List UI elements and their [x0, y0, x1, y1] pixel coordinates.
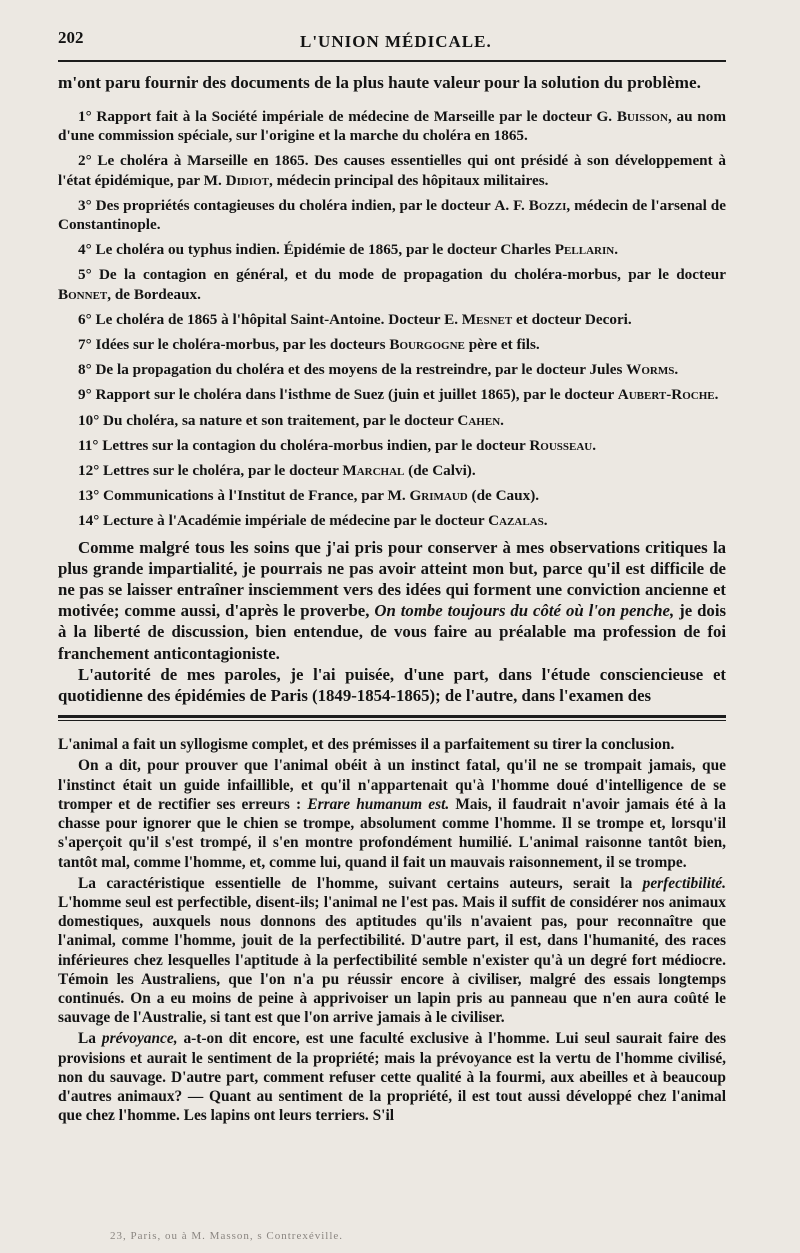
list-item: [58, 411, 726, 430]
para-text: a-t-on dit encore, est une faculté exclusive à l'homme. Lui seul saurait faire des provisions et aurait le sentiment de la propriété; mais la prévoyance est la vertu de l'homme civilisé, non du sauvage. D'autre part, comment refuser cette qualité à la fourmi, aux abeilles et à beaucoup d'autres animaux? — Quant au sentiment de la propriété, il est tout aussi développé chez l'animal que chez l'homme. Les lapins ont leurs terriers. S'il: [58, 1030, 726, 1125]
profession-paragraph: [58, 537, 726, 664]
list-item: [58, 511, 726, 530]
list-item-text: .: [714, 386, 719, 404]
list-item-text: 7° Idées sur le choléra-morbus, par les docteurs: [78, 336, 390, 354]
list-item-text: et docteur Decori.: [512, 310, 632, 328]
list-item-text: .: [543, 512, 548, 530]
list-item-author: Worms: [626, 361, 675, 379]
term-italic: perfectibilité.: [642, 874, 726, 892]
list-item-text: 13° Communications à l'Institut de France, par M.: [78, 487, 410, 505]
feuilleton: [58, 735, 726, 1125]
list-item-text: , de Bordeaux.: [107, 285, 201, 303]
list-item-text: 9° Rapport sur le choléra dans l'isthme de Suez (juin et juillet 1865), par le docteur: [78, 386, 618, 404]
feuilleton-paragraph: [58, 1029, 726, 1125]
proverb-italic: On tombe toujours du côté où l'on penche,: [374, 601, 675, 621]
list-item: [58, 461, 726, 480]
list-item-text: 14° Lecture à l'Académie impériale de médecine par le docteur: [78, 512, 489, 530]
list-item: [58, 360, 726, 379]
list-item-author: Cazalas: [488, 512, 544, 530]
header-rule: [58, 60, 726, 62]
list-item-author: Mesnet: [461, 310, 513, 328]
authority-paragraph: L'autorité de mes paroles, je l'ai puisée, d'une part, dans l'étude consciencieuse et quotidienne des épidémies de Paris (1849-1854-1865); de l'autre, dans l'examen des: [58, 664, 726, 706]
feuilleton-paragraph: [58, 756, 726, 871]
list-item-text: père et fils.: [464, 336, 540, 354]
list-item-text: , au nom d'une commission spéciale, sur l'origine et la marche du choléra en 1865.: [58, 108, 726, 145]
list-item-text: 2° Le choléra à Marseille en 1865. Des causes essentielles qui ont présidé à son développement à l'état épidémique, par M.: [58, 152, 726, 189]
document-list: [58, 107, 726, 531]
list-item-text: , médecin de l'arsenal de Constantinople.: [58, 196, 726, 234]
list-item: [58, 436, 726, 455]
list-item-text: (de Caux).: [467, 487, 540, 505]
list-item-text: .: [500, 411, 504, 429]
list-item-text: 10° Du choléra, sa nature et son traitement, par le docteur: [78, 411, 458, 429]
list-item: [58, 196, 726, 234]
list-item: [58, 486, 726, 505]
latin-italic: Errare humanum est.: [307, 795, 450, 813]
feuilleton-paragraph: [58, 874, 726, 1028]
list-item: [58, 151, 726, 189]
list-item-author: Rousseau: [529, 436, 593, 454]
para-text: Comme malgré tous les soins que j'ai pris pour conserver à mes observations critiques la plus grande impartialité, je pourrais ne pas avoir atteint mon but, parce qu'il est difficile de ne pas se laisser entraîner insciemment vers des idées qui forment une conviction ancienne et motivée; comme aussi, d'après le proverbe,: [58, 537, 726, 621]
footer-bleed-text: 23, Paris, ou à M. Masson, s Contrexéville.: [110, 1230, 344, 1242]
list-item: [58, 385, 726, 404]
term-italic: prévoyance,: [101, 1030, 178, 1048]
list-item-author: Pellarin: [554, 241, 615, 259]
feuilleton-divider: [58, 715, 726, 721]
list-item: [58, 240, 726, 259]
feuilleton-paragraph: L'animal a fait un syllogisme complet, et des prémisses il a parfaitement su tirer la conclusion.: [58, 736, 675, 754]
list-item-author: A. F. Bozzi: [494, 196, 567, 214]
list-item-text: .: [614, 241, 618, 259]
list-item-text: , médecin principal des hôpitaux militaires.: [269, 171, 549, 189]
list-item-author: Cahen: [457, 411, 501, 429]
para-text: L'homme seul est perfectible, disent-ils; l'animal ne l'est pas. Mais il suffit de considérer nos animaux domestiques, auxquels nous donnons des aptitudes qu'ils n'avaient pas, pour reconnaître que l'animal, comme l'homme, jouit de la perfectibilité. D'autre part, il est, dans l'humanité, des races inférieures chez lesquelles l'aptitude à la perfectibilité semble n'exister qu'à un degré fort médiocre. Témoin les Australiens, que l'on n'a pu réussir encore à civiliser, malgré des essais longtemps continués. On a eu moins de peine à apprivoiser un lapin pris au panneau que n'en aura coûté le sauvage de l'Australie, si tant est que l'on arrive jamais à le civiliser.: [58, 893, 726, 1027]
lead-paragraph: m'ont paru fournir des documents de la plus haute valeur pour la solution du problème.: [58, 73, 701, 92]
list-item-author: Didiot: [225, 171, 269, 189]
list-item-text: 12° Lettres sur le choléra, par le docteur: [78, 462, 343, 480]
list-item-author: Grimaud: [409, 487, 468, 505]
list-item-text: (de Calvi).: [404, 462, 476, 480]
list-item-author: Bonnet: [58, 285, 108, 303]
list-item-text: 11° Lettres sur la contagion du choléra-morbus indien, par le docteur: [78, 436, 530, 454]
list-item-text: 1° Rapport fait à la Société impériale de médecine de Marseille par le docteur: [78, 108, 597, 125]
para-text: La: [78, 1030, 102, 1048]
para-text: La caractéristique essentielle de l'homme, suivant certains auteurs, serait la: [78, 874, 643, 892]
list-item-text: 5° De la contagion en général, et du mode de propagation du choléra-morbus, par le docteur: [78, 266, 726, 284]
para-text: Mais, il faudrait n'avoir jamais été à la chasse pour ignorer que le chien se trompe, absolument comme l'homme. Il se trompe et, lorsqu'il s'aperçoit qu'il s'est trompé, il s'en montre profondément humilié. L'animal raisonne tantôt bien, tantôt mal, comme l'homme, et, comme lui, quand il fait un mauvais raisonnement, il se trompe.: [58, 795, 727, 871]
page-number: 202: [58, 28, 84, 47]
list-item-author: G. Buisson: [596, 108, 668, 125]
list-item-text: 3° Des propriétés contagieuses du choléra indien, par le docteur: [78, 196, 495, 214]
list-item-text: .: [592, 436, 597, 454]
list-item: [58, 335, 726, 354]
list-item: [58, 107, 726, 145]
list-item: [58, 265, 726, 303]
list-item: [58, 310, 726, 329]
para-text: On a dit, pour prouver que l'animal obéit à un instinct fatal, qu'il ne se trompait jamais, que l'instinct était un guide infaillible, et qu'il n'appartenait qu'à l'homme doué d'intelligence de se tromper et de rectifier ses erreurs :: [58, 757, 726, 813]
list-item-author: Aubert-Roche: [617, 386, 715, 404]
list-item-text: 4° Le choléra ou typhus indien. Épidémie de 1865, par le docteur Charles: [78, 241, 555, 259]
running-head: L'UNION MÉDICALE.: [300, 32, 492, 51]
list-item-text: .: [674, 361, 679, 379]
para-text: je dois à la liberté de discussion, bien entendue, de vous faire au préalable ma profession de foi franchement anticontagioniste.: [58, 601, 727, 663]
list-item-author: Bourgogne: [389, 336, 465, 354]
list-item-author: Marchal: [342, 462, 405, 480]
list-item-text: 8° De la propagation du choléra et des moyens de la restreindre, par le docteur Jules: [78, 361, 627, 379]
list-item-text: 6° Le choléra de 1865 à l'hôpital Saint-Antoine. Docteur E.: [78, 310, 462, 328]
main-article: [58, 72, 726, 706]
